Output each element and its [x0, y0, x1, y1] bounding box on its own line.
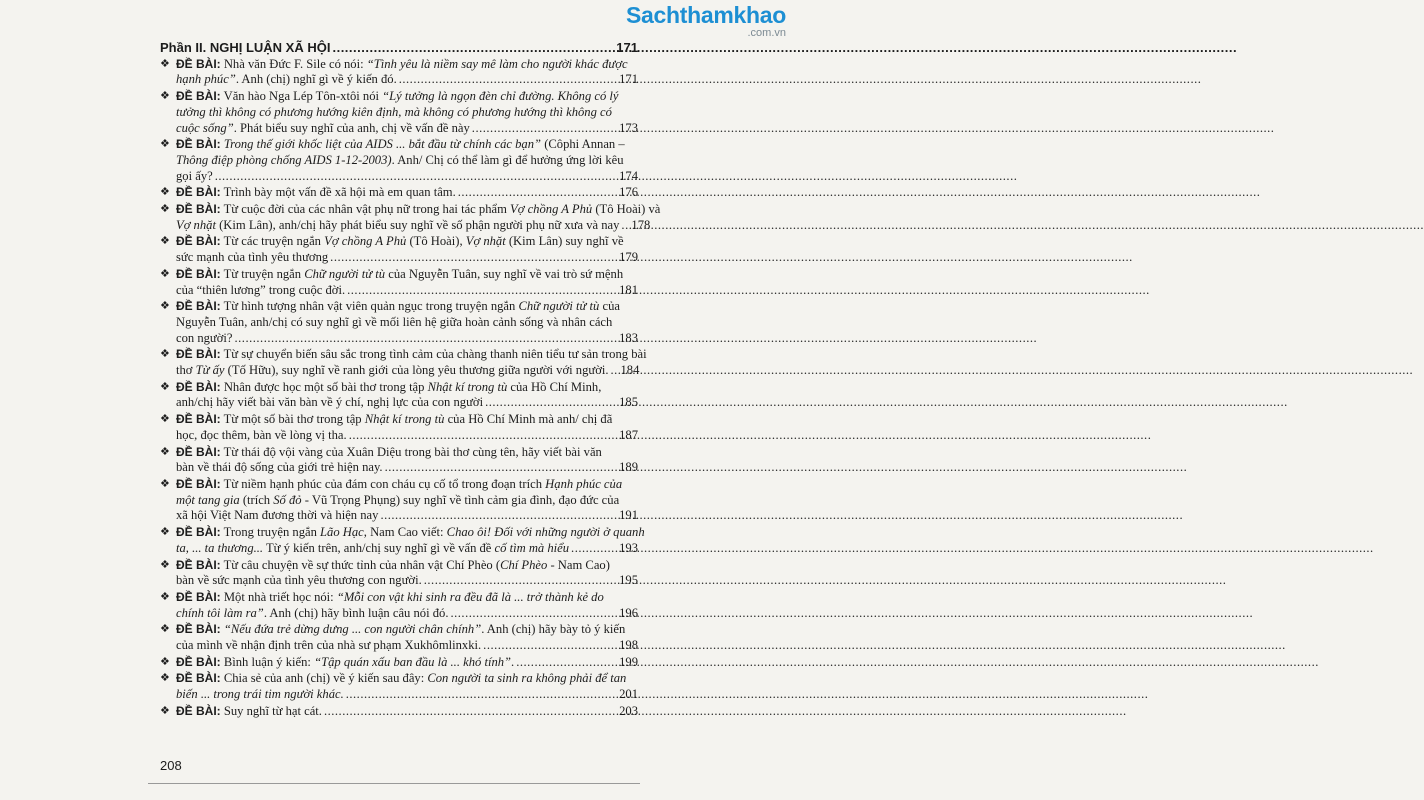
bullet-icon: ❖: [160, 704, 170, 717]
bullet-icon: ❖: [160, 623, 170, 636]
entry-label: ĐỀ BÀI:: [176, 266, 221, 281]
leader-dots: [516, 655, 617, 671]
toc-entry[interactable]: [160, 590, 638, 621]
toc-entry[interactable]: [160, 57, 638, 88]
entry-label: ĐỀ BÀI:: [176, 654, 221, 669]
entry-italic-text: “Tập quán xấu ban đầu là ... khó tính”: [314, 654, 512, 669]
entry-text: [176, 363, 609, 379]
toc-entry[interactable]: [160, 380, 638, 411]
entry-italic-text: “Mỗi con vật khi sinh ra đều đã là ... trở thành kẻ do: [336, 589, 604, 604]
entry-page-number: 193: [619, 540, 638, 555]
entry-plain-text: xã hội Việt Nam đương thời và hiện nay: [176, 508, 379, 523]
entry-line: [176, 380, 638, 396]
entry-page-number: 179: [619, 250, 638, 265]
entry-plain-text: (Côphi Annan –: [541, 137, 625, 152]
toc-entry[interactable]: [160, 347, 647, 378]
bullet-icon: ❖: [160, 138, 170, 151]
entry-italic-text: Chí Phèo: [500, 557, 548, 572]
watermark-brand: Sachthamkhao: [625, 2, 786, 28]
toc-entry[interactable]: [160, 704, 638, 720]
entry-plain-text: con người?: [176, 330, 233, 345]
entry-plain-text: bàn về thái độ sống của giới trẻ hiện nay.: [176, 460, 383, 475]
toc-entry[interactable]: [160, 412, 638, 443]
entry-page-number: 203: [619, 703, 638, 718]
entry-label: ĐỀ BÀI:: [176, 557, 221, 572]
leader-dots: [385, 460, 618, 476]
entry-line: [176, 573, 638, 589]
entry-text: [176, 153, 624, 167]
entry-plain-text: của “thiên lương” trong cuộc đời.: [176, 282, 346, 297]
entry-line: [176, 508, 638, 524]
entry-label: ĐỀ BÀI:: [176, 89, 221, 104]
entry-line: [176, 704, 638, 720]
entry-plain-text: - Vũ Trọng Phụng) suy nghĩ về tình cảm gia đình, đạo đức của: [301, 492, 620, 507]
entry-label: ĐỀ BÀI:: [176, 234, 221, 249]
entry-text: [176, 428, 347, 444]
entry-line: [176, 153, 638, 169]
entry-text: [176, 185, 456, 201]
entry-plain-text: Suy nghĩ từ hạt cát.: [223, 703, 322, 718]
entry-text: [176, 299, 620, 313]
entry-page-number: 174: [619, 168, 638, 183]
entry-text: [176, 477, 622, 491]
toc-entry[interactable]: [160, 185, 638, 201]
entry-text: [176, 72, 397, 88]
entry-line: [176, 590, 638, 606]
entry-plain-text: Từ một số bài thơ trong tập: [223, 412, 365, 427]
entry-label: ĐỀ BÀI:: [176, 444, 221, 459]
entry-text: [176, 671, 626, 685]
leader-dots: [332, 40, 614, 56]
entry-italic-text: Số đỏ: [273, 492, 302, 507]
leader-dots: [485, 395, 617, 411]
toc-entry[interactable]: [160, 267, 638, 298]
bullet-icon: ❖: [160, 300, 170, 313]
entry-line: [176, 202, 661, 218]
entry-text: [176, 105, 612, 119]
entry-plain-text: thơ: [176, 363, 196, 378]
entry-italic-text: “Lý tưởng là ngọn đèn chỉ đường. Không có lý: [382, 89, 619, 104]
entry-line: [176, 331, 638, 347]
entry-plain-text: Trong truyện ngắn: [223, 525, 321, 540]
entry-line: [176, 395, 638, 411]
entry-line: [176, 137, 638, 153]
entry-plain-text: Từ các truyện ngắn: [223, 234, 325, 249]
entry-plain-text: .: [511, 654, 515, 669]
entry-page-number: 171: [619, 72, 638, 87]
entry-plain-text: . Anh (chị) nghĩ gì về ý kiến đó.: [235, 72, 397, 87]
entry-text: [176, 89, 619, 103]
entry-plain-text: gọi ấy?: [176, 168, 213, 183]
entry-plain-text: học, đọc thêm, bàn về lòng vị tha.: [176, 427, 347, 442]
entry-label: ĐỀ BÀI:: [176, 379, 221, 394]
entry-text: [176, 395, 483, 411]
leader-dots: [380, 508, 617, 524]
entry-plain-text: Từ ý kiến trên, anh/chị suy nghĩ gì về vấn đề: [263, 540, 495, 555]
entry-line: [176, 493, 638, 509]
entry-label: ĐỀ BÀI:: [176, 622, 221, 637]
leader-dots: [235, 331, 618, 347]
entry-text: [176, 606, 448, 622]
entry-plain-text: của: [599, 299, 620, 314]
entry-italic-text: Con người ta sinh ra không phải để tan: [427, 671, 627, 686]
entry-label: ĐỀ BÀI:: [176, 347, 221, 362]
entry-text: [176, 250, 328, 266]
entry-italic-text: Lão Hạc: [320, 525, 364, 540]
entry-italic-text: Vợ chồng A Phủ: [324, 234, 407, 249]
entry-plain-text: (Tô Hoài) và: [592, 202, 661, 217]
entry-text: [176, 525, 645, 539]
entry-label: ĐỀ BÀI:: [176, 299, 221, 314]
entry-line: [176, 655, 638, 671]
bullet-icon: ❖: [160, 413, 170, 426]
entry-italic-text: “Tình yêu là niềm say mê làm cho người khác được: [366, 56, 628, 71]
entry-italic-text: cuộc sống”: [176, 120, 234, 135]
table-of-contents: [160, 40, 661, 721]
entry-text: [176, 573, 422, 589]
entry-plain-text: của Hồ Chí Minh,: [507, 379, 602, 394]
entry-plain-text: của mình về nhận định trên của nhà sư phạm Xukhômlinxki.: [176, 638, 482, 653]
entry-label: ĐỀ BÀI:: [176, 671, 221, 686]
leader-dots: [347, 283, 617, 299]
entry-italic-text: tưởng thì không có phương hướng kiên định, mà không có phương hướng thì không có: [176, 104, 612, 119]
entry-list: [160, 56, 661, 720]
entry-label: ĐỀ BÀI:: [176, 525, 221, 540]
leader-dots: [571, 541, 617, 557]
entry-line: [176, 105, 638, 121]
leader-dots: [399, 72, 617, 88]
entry-text: [176, 331, 233, 347]
entry-line: [176, 121, 638, 137]
entry-plain-text: (Tố Hữu), suy nghĩ về ranh giới của lòng yêu thương giữa người với người.: [224, 363, 609, 378]
entry-italic-text: chính tôi làm ra”: [176, 605, 264, 620]
entry-line: [176, 606, 638, 622]
entry-plain-text: của Hồ Chí Minh mà anh/ chị đã: [444, 412, 613, 427]
entry-text: [176, 218, 619, 234]
entry-italic-text: Trong thế giới khốc liệt của AIDS ... bắt đầu từ chính các bạn”: [223, 137, 542, 152]
toc-entry[interactable]: [160, 558, 638, 589]
leader-dots: [349, 428, 617, 444]
entry-page-number: 183: [619, 330, 638, 345]
entry-line: [176, 169, 638, 185]
entry-text: [176, 169, 213, 185]
entry-plain-text: anh/chị hãy viết bài văn bàn về ý chí, nghị lực của con người: [176, 395, 484, 410]
entry-text: [176, 558, 610, 572]
entry-line: [176, 638, 638, 654]
bullet-icon: ❖: [160, 526, 170, 539]
entry-plain-text: (Kim Lân), anh/chị hãy phát biểu suy nghĩ về số phận người phụ nữ xưa và nay: [215, 217, 620, 232]
footer-rule: [148, 783, 640, 784]
entry-line: [176, 687, 638, 703]
entry-plain-text: Trình bày một vấn đề xã hội mà em quan tâm.: [223, 185, 456, 200]
bullet-icon: ❖: [160, 267, 170, 280]
entry-plain-text: Nhân được học một số bài thơ trong tập: [223, 379, 428, 394]
entry-italic-text: Thông điệp phòng chống AIDS 1-12-2003): [176, 152, 392, 167]
toc-entry[interactable]: [160, 525, 645, 556]
entry-plain-text: Chia sẻ của anh (chị) về ý kiến sau đây:: [223, 671, 428, 686]
entry-label: ĐỀ BÀI:: [176, 412, 221, 427]
entry-text: [176, 541, 569, 557]
entry-line: [176, 283, 638, 299]
toc-entry[interactable]: [160, 655, 638, 671]
watermark-logo: [626, 4, 786, 39]
entry-plain-text: . Phát biểu suy nghĩ của anh, chị về vấn đề này: [233, 120, 470, 135]
toc-entry[interactable]: [160, 622, 638, 653]
entry-plain-text: . Anh (chị) hãy bày tỏ ý kiến: [481, 622, 626, 637]
entry-plain-text: Từ cuộc đời của các nhân vật phụ nữ trong hai tác phẩm: [223, 202, 511, 217]
entry-text: [176, 121, 470, 137]
bullet-icon: ❖: [160, 203, 170, 216]
entry-page-number: 201: [619, 687, 638, 702]
toc-entry[interactable]: [160, 89, 638, 136]
entry-label: ĐỀ BÀI:: [176, 185, 221, 200]
entry-line: [176, 299, 638, 315]
entry-text: [176, 460, 383, 476]
entry-italic-text: Chữ người tử tù: [518, 299, 600, 314]
bullet-icon: ❖: [160, 186, 170, 199]
entry-text: [176, 202, 660, 216]
toc-entry[interactable]: [160, 234, 638, 265]
entry-line: [176, 477, 638, 493]
entry-line: [176, 89, 638, 105]
leader-dots: [483, 638, 617, 654]
entry-plain-text: Từ truyện ngắn: [223, 266, 305, 281]
toc-entry[interactable]: [160, 671, 638, 702]
entry-italic-text: hạnh phúc”: [176, 72, 236, 87]
entry-line: [176, 525, 645, 541]
bullet-icon: ❖: [160, 558, 170, 571]
entry-plain-text: của Nguyễn Tuân, suy nghĩ về vai trò sứ mệnh: [385, 266, 624, 281]
entry-plain-text: . Anh (chị) hãy bình luận câu nói đó.: [263, 605, 449, 620]
bullet-icon: ❖: [160, 348, 170, 361]
entry-plain-text: (trích: [239, 492, 274, 507]
entry-plain-text: Từ câu chuyện về sự thức tỉnh của nhân vật Chí Phèo (: [223, 557, 501, 572]
entry-italic-text: một tang gia: [176, 492, 240, 507]
entry-label: ĐỀ BÀI:: [176, 56, 221, 71]
entry-line: [176, 428, 638, 444]
entry-plain-text: Từ hình tượng nhân vật viên quản ngục trong truyện ngắn: [223, 299, 519, 314]
leader-dots: [324, 704, 617, 720]
leader-dots: [450, 606, 617, 622]
entry-text: [176, 638, 481, 654]
entry-italic-text: “Nếu đứa trẻ dừng dưng ... con người chân chính”: [223, 622, 482, 637]
entry-line: [176, 250, 638, 266]
entry-italic-text: Vợ nhặt: [176, 217, 216, 232]
entry-plain-text: sức mạnh của tình yêu thương: [176, 250, 329, 265]
entry-line: [176, 267, 638, 283]
entry-page-number: 189: [619, 460, 638, 475]
entry-line: [176, 412, 638, 428]
watermark-domain: .com.vn: [747, 27, 786, 39]
entry-line: [176, 217, 651, 234]
entry-plain-text: Bình luận ý kiến:: [223, 654, 315, 669]
entry-page-number: 176: [619, 185, 638, 200]
entry-plain-text: . Anh/ Chị có thể làm gì để hưởng ứng lời kêu: [391, 152, 624, 167]
entry-italic-text: Vợ nhặt: [465, 234, 506, 249]
entry-text: [176, 687, 344, 703]
entry-text: [176, 234, 624, 248]
entry-text: [176, 315, 612, 329]
entry-plain-text: Từ sự chuyển biến sâu sắc trong tình cảm của chàng thanh niên tiểu tư sản trong bài: [223, 347, 647, 362]
entry-line: [176, 57, 638, 73]
leader-dots: [330, 250, 617, 266]
page-number: 208: [160, 758, 182, 773]
section-page: 171: [616, 40, 638, 55]
entry-italic-text: Chao ôi! Đối với những người ở quanh: [446, 525, 645, 540]
entry-plain-text: Một nhà triết học nói:: [223, 589, 337, 604]
entry-line: [176, 558, 638, 574]
entry-label: ĐỀ BÀI:: [176, 589, 221, 604]
entry-line: [176, 671, 638, 687]
toc-entry[interactable]: [160, 299, 638, 346]
entry-page-number: 181: [619, 282, 638, 297]
entry-page-number: 187: [619, 427, 638, 442]
entry-text: [176, 137, 625, 151]
entry-text: [176, 704, 322, 720]
entry-label: ĐỀ BÀI:: [176, 202, 221, 217]
entry-plain-text: Văn hào Nga Lép Tôn-xtôi nói: [223, 89, 383, 104]
entry-page-number: 184: [620, 363, 640, 378]
entry-plain-text: Từ niềm hạnh phúc của đám con cháu cụ cố tổ trong đoạn trích: [223, 476, 546, 491]
entry-page-number: 178: [631, 217, 651, 232]
entry-page-number: 185: [619, 395, 638, 410]
leader-dots: [346, 687, 617, 703]
entry-line: [176, 622, 638, 638]
toc-entry[interactable]: [160, 202, 661, 233]
entry-label: ĐỀ BÀI:: [176, 137, 221, 152]
bullet-icon: ❖: [160, 90, 170, 103]
bullet-icon: ❖: [160, 57, 170, 70]
entry-page-number: 191: [619, 508, 638, 523]
entry-plain-text: Nguyễn Tuân, anh/chị có suy nghĩ gì về mối liên hệ giữa hoàn cảnh sống và nhân cách: [176, 314, 613, 329]
bullet-icon: ❖: [160, 380, 170, 393]
bullet-icon: ❖: [160, 590, 170, 603]
leader-dots: [621, 218, 629, 234]
entry-plain-text: , Nam Cao viết:: [363, 525, 447, 540]
entry-line: [176, 460, 638, 476]
entry-line: [176, 445, 638, 461]
entry-italic-text: cố tìm mà hiểu: [494, 540, 570, 555]
entry-italic-text: Vợ chồng A Phủ: [510, 202, 593, 217]
entry-text: [176, 412, 612, 426]
entry-italic-text: ta, ... ta thương...: [176, 540, 264, 555]
bullet-icon: ❖: [160, 672, 170, 685]
leader-dots: [424, 573, 617, 589]
entry-plain-text: Từ thái độ vội vàng của Xuân Diệu trong bài thơ cùng tên, hãy viết bài văn: [223, 444, 602, 459]
entry-text: [176, 622, 625, 636]
entry-italic-text: Từ ấy: [195, 363, 225, 378]
entry-line: [176, 541, 638, 557]
leader-dots: [215, 169, 617, 185]
entry-label: ĐỀ BÀI:: [176, 703, 221, 718]
bullet-icon: ❖: [160, 477, 170, 490]
leader-dots: [458, 185, 617, 201]
entry-page-number: 198: [619, 638, 638, 653]
entry-text: [176, 493, 619, 507]
entry-text: [176, 267, 623, 281]
toc-entry[interactable]: [160, 477, 638, 524]
entry-text: [176, 590, 604, 604]
entry-plain-text: - Nam Cao): [547, 557, 610, 572]
section-title: Phần II. NGHỊ LUẬN XÃ HỘI: [160, 40, 331, 55]
entry-line: [176, 234, 638, 250]
toc-entry[interactable]: [160, 137, 638, 184]
entry-italic-text: Nhật kí trong tù: [427, 379, 508, 394]
leader-dots: [472, 121, 617, 137]
entry-line: [176, 347, 647, 363]
entry-plain-text: (Tô Hoài),: [406, 234, 466, 249]
entry-plain-text: bàn về sức mạnh của tình yêu thương con người.: [176, 573, 422, 588]
entry-page-number: 173: [619, 120, 638, 135]
bullet-icon: ❖: [160, 445, 170, 458]
entry-page-number: 199: [619, 654, 638, 669]
bullet-icon: ❖: [160, 235, 170, 248]
entry-text: [176, 445, 602, 459]
entry-italic-text: Hạnh phúc của: [545, 476, 623, 491]
entry-italic-text: Chữ người tử tù: [304, 266, 386, 281]
entry-label: ĐỀ BÀI:: [176, 476, 221, 491]
entry-page-number: 195: [619, 573, 638, 588]
entry-text: [176, 655, 514, 671]
section-heading: [160, 40, 638, 56]
entry-text: [176, 283, 345, 299]
entry-line: [176, 363, 638, 379]
bullet-icon: ❖: [160, 655, 170, 668]
entry-line: [176, 185, 638, 201]
entry-italic-text: Nhật kí trong tù: [364, 412, 445, 427]
entry-text: [176, 380, 601, 394]
entry-plain-text: Nhà văn Đức F. Sile có nói:: [223, 56, 367, 71]
entry-text: [176, 57, 628, 71]
entry-text: [176, 347, 647, 361]
entry-line: [176, 315, 638, 331]
entry-line: [176, 72, 638, 88]
entry-page-number: 196: [619, 605, 638, 620]
entry-plain-text: (Kim Lân) suy nghĩ về: [505, 234, 624, 249]
entry-italic-text: biến ... trong trái tim người khác.: [176, 687, 344, 702]
leader-dots: [611, 363, 619, 379]
entry-text: [176, 508, 378, 524]
toc-entry[interactable]: [160, 445, 638, 476]
